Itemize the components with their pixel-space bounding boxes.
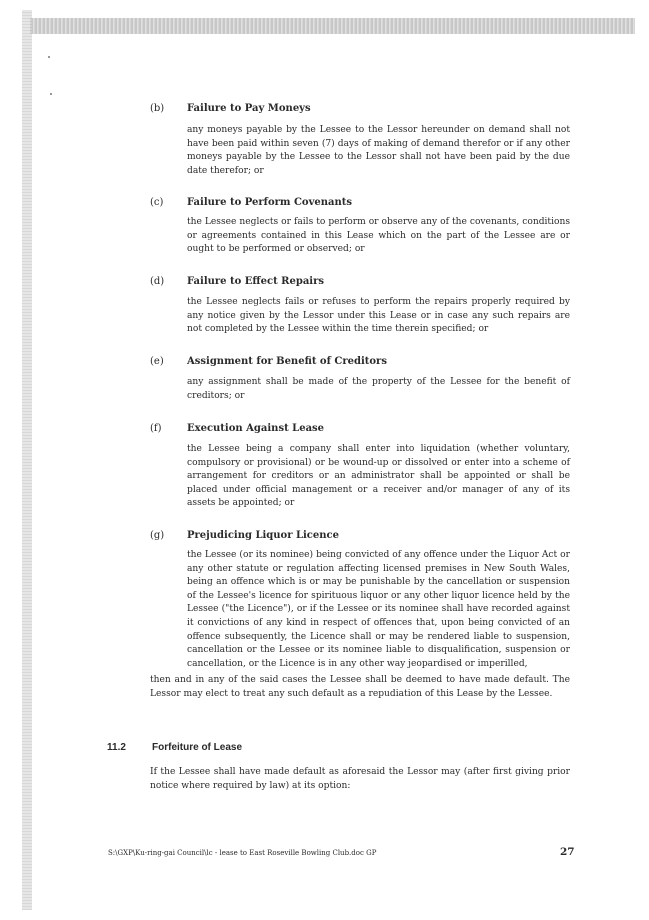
clause-heading: Failure to Perform Covenants <box>187 197 353 208</box>
page-number: 27 <box>560 846 575 858</box>
clause-heading: Failure to Effect Repairs <box>187 276 325 287</box>
section-title: Forfeiture of Lease <box>152 742 243 753</box>
scan-edge-left <box>22 10 32 910</box>
clause-heading: Failure to Pay Moneys <box>187 103 311 114</box>
clause-letter: (b) <box>150 103 165 114</box>
clause-heading: Execution Against Lease <box>187 423 325 434</box>
footer-file-path: S:\GXP\Ku-ring-gai Council\lc - lease to East Roseville Bowling Club.doc GP <box>108 849 377 857</box>
closing-paragraph: then and in any of the said cases the Lessee shall be deemed to have made default. The Lessor may elect to treat any such default as a repudiation of this Lease by the Lessee. <box>150 675 570 699</box>
clause-body: any assignment shall be made of the property of the Lessee for the benefit of creditors; or <box>187 377 570 401</box>
clause-letter: (f) <box>150 423 162 434</box>
clause-body: any moneys payable by the Lessee to the Lessor hereunder on demand shall not have been paid within seven (7) days of making of demand therefor or if any other moneys payable by the Lessee to the Lessor shall not have been paid by the due date therefor; or <box>187 125 570 176</box>
clause-heading: Assignment for Benefit of Creditors <box>187 356 387 367</box>
clause-body: the Lessee being a company shall enter into liquidation (whether voluntary, compulsory or provisional) or be wound-up or dissolved or enter into a scheme of arrangement for creditors or an administrator shall be appointed or shall be placed under official management or a receiver and/or manager of any of its assets be appointed; or <box>187 444 570 509</box>
scan-speck <box>48 56 50 58</box>
clause-letter: (c) <box>150 197 164 208</box>
section-number: 11.2 <box>107 742 126 753</box>
clause-body: the Lessee neglects or fails to perform or observe any of the covenants, conditions or agreements contained in this Lease which on the part of the Lessee are or ought to be performed or observed; or <box>187 217 570 255</box>
clause-body: the Lessee (or its nominee) being convicted of any offence under the Liquor Act or any other statute or regulation affecting licensed premises in New South Wales, being an offence which is or may be punishable by the cancellation or suspension of the Lessee's licence for spirituous liquor or any other liquor licence held by the Lessee ("the Licence"), or if the Lessee or its nominee shall have recorded against it convictions of any kind in respect of offences that, upon being convicted of an offence subsequently, the Licence shall or may be rendered liable to suspension, cancellation or the Lessee or its nominee liable to disqualification, suspension or cancellation, or the Licence is in any other way jeopardised or imperilled, <box>187 550 570 669</box>
clause-letter: (e) <box>150 356 164 367</box>
clause-heading: Prejudicing Liquor Licence <box>187 530 339 541</box>
clause-body: the Lessee neglects fails or refuses to perform the repairs properly required by any notice given by the Lessor under this Lease or in case any such repairs are not completed by the Lessee within the time therein specified; or <box>187 297 570 335</box>
scan-edge-top <box>30 18 635 34</box>
clause-letter: (g) <box>150 530 165 541</box>
scan-speck <box>50 93 52 95</box>
section-body: If the Lessee shall have made default as aforesaid the Lessor may (after first giving prior notice where required by law) at its option: <box>150 767 570 791</box>
clause-letter: (d) <box>150 276 165 287</box>
